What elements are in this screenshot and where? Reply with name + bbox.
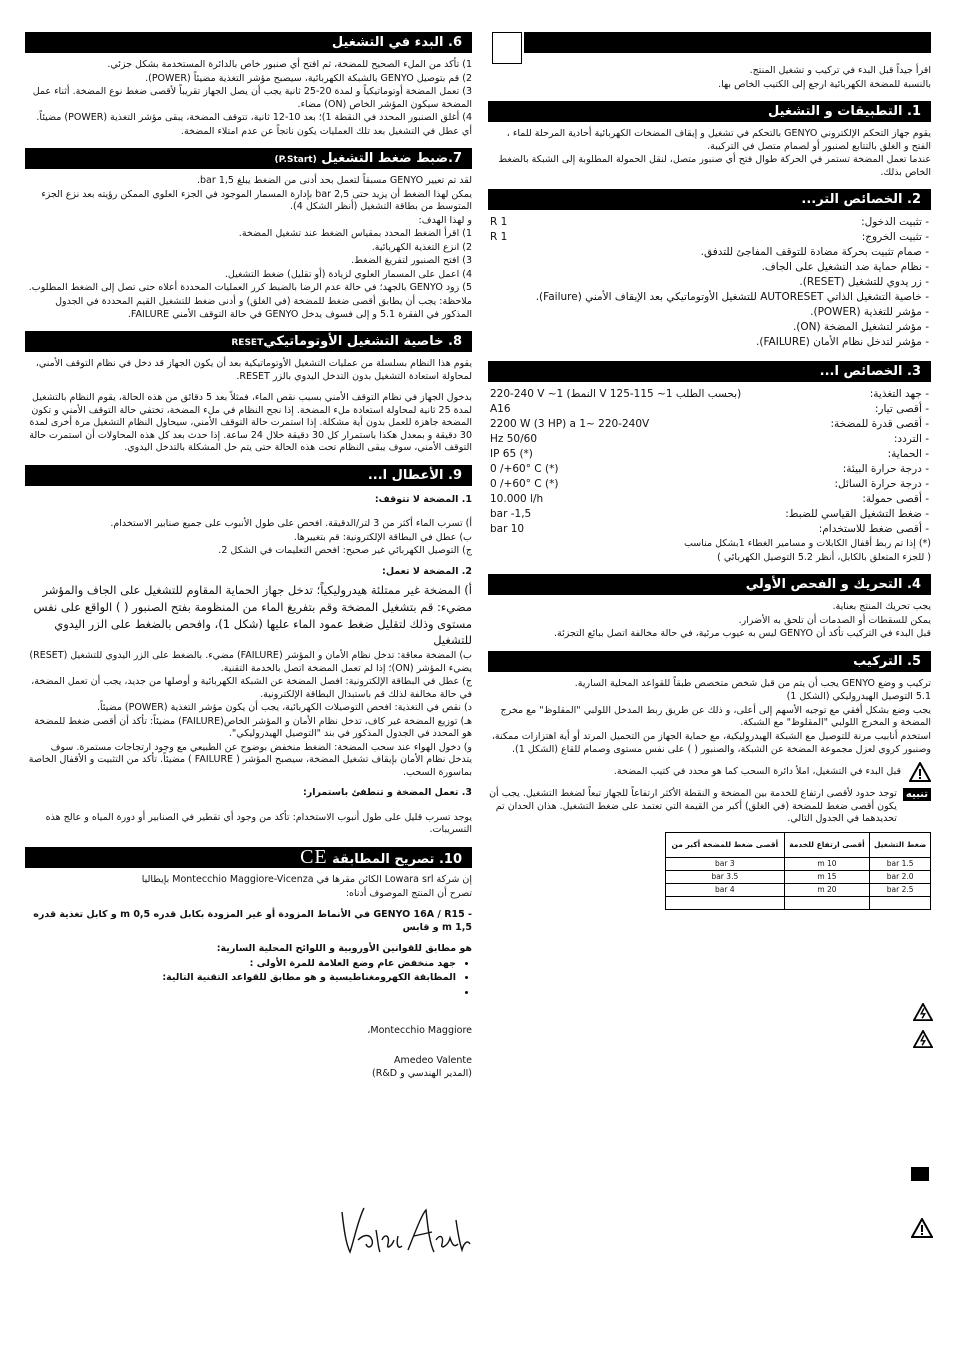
s9-sub-2: 2. المضخة لا تعمل: bbox=[382, 565, 472, 577]
right-column bbox=[488, 32, 931, 910]
spec-row: - أقصى قدرة للمضخة: 2200 W (3 HP) a 1~ 220-240V bbox=[490, 418, 929, 431]
intro-line-1: اقرأ جيداً قبل البدء في تركيب و تشغيل المنتج. bbox=[749, 65, 931, 76]
warning-text-2: توجد حدود لأقصى ارتفاع للخدمة بين المضخة و النقطة الأكثر ارتفاعاً للجهاز تبعاً لضغط التشغيل. يجب أن يكون أقصى ضغط للمضخة (في الغلق) أكبر من القيمة التي تعتمد على ضغط التشغيل. هذان الحدان تم تحديدهما في الجدول التالي. bbox=[489, 788, 897, 825]
s7-para-2: يمكن لهذا الضغط أن يزيد حتى 2,5 bar بإدارة المسمار الموجود في الجزء العلوي الممكن رؤيته بعد نزع الجزء المتوسط من بطاقة التشغيل (أنظر الشكل 4). bbox=[41, 188, 472, 213]
features-table bbox=[488, 216, 931, 351]
s10-para-3: هو مطابق للقوانين الأوروبية و اللوائح المحلية السارية: bbox=[216, 943, 472, 955]
feature-row: - نظام حماية ضد التشغيل على الجاف. bbox=[761, 261, 929, 274]
s1-para-1: يقوم جهاز التحكم الإلكتروني GENYO بالتحكم في تشغيل و إيقاف المضخات الكهربائية أحادية المرحلة للماء ، الفتح و الغلق بالتتابع لصنبور أو لصمام متصل في التركيبة. bbox=[506, 128, 931, 152]
s4-para-3: قبل البدء في التركيب تأكد أن GENYO ليس به عيوب مرئية، في حالة مخالفة اتصل ببائع التجزئة. bbox=[554, 628, 931, 640]
warning-row-1 bbox=[488, 762, 931, 782]
s9-sub1-item-2: ب) عطل في البطاقة الإلكترونية: قم بتغييرها. bbox=[293, 531, 472, 543]
section-9-header: 9. الأعطال ا... bbox=[25, 465, 472, 486]
s7-para-1: لقد تم تعيير GENYO مسبقاً لتعمل بحد أدنى من الضغط يبلغ 1,5 bar. bbox=[196, 175, 472, 187]
spec-row: - أقصى تيار: A16 bbox=[490, 403, 929, 416]
section-4-header: 4. التحريك و الفحص الأولي bbox=[488, 574, 931, 595]
s7-para-5: 2) انزع التغذية الكهربائية. bbox=[371, 241, 472, 253]
intro-line-2: بالنسبة للمضخة الكهربائية ارجع إلى الكتيب الخاص بها. bbox=[718, 78, 931, 90]
section-10-title: 10. تصريح المطابقة bbox=[332, 852, 462, 867]
s10-para-1: إن شركة Lowara srl الكائن مقرها في Montecchio Maggiore-Vicenza بإيطاليا bbox=[141, 874, 472, 885]
s7-note: ملاحظة: يجب أن يطابق أقصى ضغط للمضخة (في الغلق) و أدنى ضغط للتشغيل القيم المحددة في الجدول المذكور في الفقرة 5.1 و إلى فسوف يدخل GENYO في حالة التوقف الأمني FAILURE. bbox=[55, 295, 472, 320]
section-1-header: 1. التطبيقات و التشغيل bbox=[488, 101, 931, 122]
spec-row: - ضغط التشغيل القياسي للضبط: bar -1,5 bbox=[490, 508, 929, 521]
section-7-title: 7.ضبط ضغط التشغيل bbox=[321, 151, 462, 167]
s5-para-1: تركيب و وضع GENYO يجب أن يتم من قبل شخص متخصص طبقاً للقواعد المحلية السارية. bbox=[574, 677, 931, 689]
spec-row: - الحماية: IP 65 (*) bbox=[490, 448, 929, 461]
section-3-header: 3. الخصائص ا... bbox=[488, 361, 931, 382]
feature-row: - خاصية التشغيل الذاتي AUTORESET للتشغيل الأوتوماتيكي بعد الإيقاف الأمني (Failure). bbox=[535, 291, 929, 304]
spec-row: - درجة حرارة البيئة: 0 /+60° C (*) bbox=[490, 463, 929, 476]
section-5-header: 5. التركيب bbox=[488, 651, 931, 672]
list-item: • جهد منخفض عام وضع العلامة للمرة الأولى : bbox=[25, 958, 456, 971]
feature-row: - صمام تثبيت بحركة مضادة للتوقف المفاجئ للتدفق. bbox=[700, 246, 929, 259]
feature-row: - مؤشر للتغذية (POWER). bbox=[810, 306, 929, 319]
s6-para-1: 1) تأكد من الملء الصحيح للمضخة، ثم افتح أي صنبور خاص بالدائرة المستخدمة بشكل جزئي. bbox=[107, 59, 472, 70]
s6-para-5: أي عطل في التشغيل بعد تلك العمليات يكون ناتجاً عن عدم امتلاء المضخة. bbox=[180, 125, 472, 137]
s10-signer: Amedeo Valente bbox=[394, 1054, 472, 1066]
s6-para-2: 2) قم بتوصيل GENYO بالشبكة الكهربائية، سيصبح مؤشر التغذية مضيئاً (POWER). bbox=[145, 72, 472, 84]
caution-tag: تنبيه bbox=[903, 788, 931, 801]
s5-para-3: يجب وضع بشكل أفقي مع توجيه الأسهم إلى أعلى، و ذلك عن طريق ربط المدخل اللولبي "المقلوظ" مع مخرج المضخة و المخرج اللولبي "المقلوظ" مع الشبكة. bbox=[500, 704, 931, 729]
s3-note-2: ( للجزء المتعلق بالكابل، أنظر 5.2 التوصيل الكهربائي ) bbox=[717, 551, 931, 563]
spec-row: - أقصى حمولة: 10.000 l/h bbox=[490, 493, 929, 506]
specs-table bbox=[488, 388, 931, 538]
spec-row: - درجة حرارة السائل: 0 /+60° C (*) bbox=[490, 478, 929, 491]
s9-sub2-big: أ) المضخة غير ممتلئة هيدروليكياً؛ تدخل جهاز الحماية المقاوم للتشغيل على الجاف والمؤشر مضيء: قم بتشغيل المضخة وقم بتفريغ الماء من المنظومة بفتح الصنبور ( ) الواقع على نفس مستوى وذلك لتقليل ضغط عمود الماء عليها (شكل 1)، وافحص بالضغط على الزر اليدوي للتشغيل bbox=[33, 583, 472, 648]
feature-row: - مؤشر لتشغيل المضخة (ON). bbox=[792, 321, 929, 334]
feature-row: - تثبيت الخروج: R 1 bbox=[490, 231, 929, 244]
s10-place: Montecchio Maggiore، bbox=[367, 1025, 472, 1037]
electric-hazard-icon bbox=[913, 1030, 933, 1048]
section-6-header: 6. البدء في التشغيل bbox=[25, 32, 472, 53]
s7-para-8: 5) زود GENYO بالجهد؛ في حالة عدم الرضا بالضبط كرر العمليات المحددة أعلاه حتى تصل إلى الضغط المطلوب. bbox=[28, 282, 472, 294]
s10-bullet-list bbox=[25, 958, 472, 1000]
section-7-subtitle: (P.Start) bbox=[274, 155, 317, 166]
list-item: • المطابقة الكهرومغناطيسية و هو مطابق للقواعد التقنية التالية: bbox=[25, 972, 456, 985]
section-8-subtitle: RESET bbox=[231, 338, 264, 349]
feature-row: - زر يدوي للتشغيل (RESET). bbox=[799, 276, 929, 289]
s9-sub2-item-4: هـ) توزيع المضخة غير كاف، تدخل نظام الأمان و المؤشر الخاص(FAILURE) مضيئاً: تأكد أن أقصى ضغط للمضخة هو المحدد في الجدول المذكور في بند "التوصيل الهيدروليكي". bbox=[34, 715, 472, 740]
feature-row: - مؤشر لتدخل نظام الأمان (FAILURE). bbox=[756, 336, 929, 349]
table-header-row: ضغط التشغيل أقصى ارتفاع للخدمة أقصى ضغط للمضخة أكبر من bbox=[666, 832, 931, 857]
section-10-header bbox=[25, 847, 472, 868]
table-row bbox=[666, 896, 931, 909]
section-2-header: 2. الخصائص التر... bbox=[488, 189, 931, 210]
s9-sub2-item-3: د) نقص في التغذية: افحص التوصيلات الكهربائية، يجب أن يكون مؤشر التغذية (POWER) مضيئاً. bbox=[96, 702, 472, 714]
s10-para-2: تصرح أن المنتج الموصوف أدناه: bbox=[345, 887, 472, 899]
installation-limits-table bbox=[665, 832, 931, 910]
s10-role: (المدير الهندسي و R&D) bbox=[372, 1068, 472, 1080]
warning-triangle-icon bbox=[911, 1218, 933, 1238]
table-row: 1.5 bar 10 m 3 bar bbox=[666, 857, 931, 870]
warning-triangle-icon bbox=[909, 762, 931, 782]
s7-para-6: 3) افتح الصنبور لتفريغ الضغط. bbox=[351, 255, 472, 267]
s9-sub1-item-1: أ) تسرب الماء أكثر من 3 لتر/الدقيقة. افحص على طول الأنبوب على جميع صنابير الاستخدام. bbox=[110, 518, 472, 530]
spec-row: - أقصى ضغط للاستخدام: bar 10 bbox=[490, 523, 929, 536]
section-8-title: 8. خاصية التشغيل الأوتوماتيكي bbox=[263, 334, 462, 350]
s5-para-2: 5.1 التوصيل الهيدروليكي (الشكل 1) bbox=[786, 691, 931, 703]
s8-para-1: يقوم هذا النظام بسلسلة من عمليات التشغيل الأوتوماتيكية بعد أن يكون الجهاز قد دخل في نظام التوقف الأمني، لمحاولة استعادة التشغيل بدون التدخل اليدوي بالزر RESET. bbox=[35, 358, 472, 382]
electric-hazard-icon bbox=[913, 1003, 933, 1021]
s9-sub2-item-2: ج) عطل في البطاقة الإلكترونية: افصل المضخة عن الشبكة الكهربائية و أوصلها من جديد، يجب أن تعمل المضخة، في حالة مخالفة لذلك قم باستبدال البطاقة الإلكترونية. bbox=[31, 676, 472, 700]
s4-para-2: يمكن للسقطات أو الصدمات أن تلحق به الأضرار. bbox=[738, 614, 931, 626]
left-column bbox=[25, 32, 472, 1082]
s4-para-1: يجب تحريك المنتج بعناية. bbox=[832, 601, 931, 613]
top-header-bar bbox=[524, 32, 931, 53]
spec-row: - جهد التغذية: 220-240 V ~1 (النمط V 125-115 ~1 بحسب الطلب) bbox=[490, 388, 929, 401]
table-row: 2.5 bar 20 m 4 bar bbox=[666, 883, 931, 896]
s8-para-2: بدخول الجهاز في نظام التوقف الأمني بسبب نقص الماء، فمثلاً بعد 5 دقائق من هذه الحالة، يقوم النظام بالتشغيل لمدة 25 ثانية لمحاولة استعادة ملء المضخة. إذا نجح النظام في ملء المضخة، تختفي حالة التوقف الأمني و تكون المضخة جاهزة للعمل بدون أية مشكلة. إذا استمرت حالة التوقف الأمني، سيحاول النظام التشغيل مرة أخرى لمدة 30 دقيقة و بمعدل هكذا باستمرار كل 30 دقيقة خلال 24 ساعة. إذا حدث بعد كل هذه المحاولات أن استمرت حالة التوقف الأمني، سوف يبقى النظام تحت هذه الحالة حتى يتم حل المشكلة بالتدخل اليدوي. bbox=[29, 392, 472, 454]
s9-sub1-item-3: ج) التوصيل الكهربائي غير صحيح: افحص التعليمات في الشكل 2. bbox=[218, 545, 472, 557]
s10-product: - GENYO 16A / R15 في الأنماط المزودة أو غير المزودة بكابل قدره 0,5 m و كابل تغذية قدره 1,5 m و قابس bbox=[33, 909, 472, 933]
feature-row: - تثبيت الدخول: R 1 bbox=[490, 216, 929, 229]
s7-para-7: 4) اعمل على المسمار العلوي لزيادة (أو تقليل) ضغط التشغيل. bbox=[224, 268, 472, 280]
s6-para-4: 4) أغلق الصنبور المحدد في النقطة 1)؛ بعد 10-12 ثانية، تتوقف المضخة، يبقى مؤشر التغذية (POWER) مضيئاً. bbox=[36, 112, 472, 124]
list-item bbox=[25, 987, 456, 1000]
table-row: 2.0 bar 15 m 3.5 bar bbox=[666, 870, 931, 883]
spec-row: - التردد: Hz 50/60 bbox=[490, 433, 929, 446]
section-8-header bbox=[25, 331, 472, 352]
section-7-header bbox=[25, 148, 472, 169]
s9-sub3-text: يوجد تسرب قليل على طول أنبوب الاستخدام: تأكد من وجود أي تقطير في الصنابير أو دورة المياه و عالج هذه التسريبات. bbox=[45, 811, 472, 836]
warning-text-1: قبل البدء في التشغيل، املأ دائرة السحب كما هو محدد في كتيب المضخة. bbox=[613, 765, 901, 777]
signature-image bbox=[336, 1200, 472, 1260]
s6-para-3: 3) تعمل المضخة أوتوماتيكياً و لمدة 20-25 ثانية يجب أن يصل الجهاز تقريباً لأقصى ضغط نوع المضخة. أثناء عمل المضخة سيكون المؤشر الخاص (ON) مضاء. bbox=[32, 86, 472, 110]
s5-para-4: استخدم أنابيب مرنة للتوصيل مع الشبكة الهيدروليكية، مع حماية الجهاز من التحميل المرتد أو أية اهتزازات ممكنة، وصنبور كروي لعزل مجموعة المضخة عن الشبكة، والصنبور ( ) على نفس مستوى وصمام للقاع (الشكل 1). bbox=[491, 730, 931, 755]
s9-sub-3: 3. تعمل المضخة و تنطفئ باستمرار: bbox=[302, 787, 472, 799]
s7-para-4: 1) اقرأ الضغط المحدد بمقياس الضغط عند تشغيل المضخة. bbox=[238, 228, 472, 240]
s3-note-1: (*) إذا تم ربط أقفال الكابلات و مسامير الغطاء 1بشكل مناسب bbox=[683, 538, 931, 550]
black-marker-icon bbox=[911, 1167, 929, 1181]
s7-para-3: و لهذا الهدف: bbox=[418, 214, 472, 226]
s1-para-2: عندما تعمل المضخة تستمر في الحركة طوال فتح أي صنبور متصل، لنقل الحمولة المطلوبة إلى الشبكة بالضغط الخاص بذلك. bbox=[498, 154, 931, 178]
s9-sub-1: 1. المضخة لا تتوقف: bbox=[374, 493, 472, 505]
s9-sub2-item-5: و) دخول الهواء عند سحب المضخة: الضغط منخفض بوضوح عن الطبيعي مع وجود ارتجاجات مستمرة. سوف يتدخل نظام الأمان بإيقاف تشغيل المضخة، سيصبح المؤشر ( FAILURE ) مضيئاً. تأكد من التثبيت و الأقفال الخاصة بماسورة السحب. bbox=[28, 741, 472, 778]
ce-mark: CE bbox=[300, 847, 328, 868]
warning-row-2 bbox=[488, 788, 931, 826]
s9-sub2-item-1: ب) المضخة معاقة: تدخل نظام الأمان و المؤشر (FAILURE) مضيء. بالضغط على الزر اليدوي للتشغيل (RESET) يضيء المؤشر (ON)؛ إذا لم تعمل المضخة اتصل بالخدمة التقنية. bbox=[29, 650, 472, 674]
